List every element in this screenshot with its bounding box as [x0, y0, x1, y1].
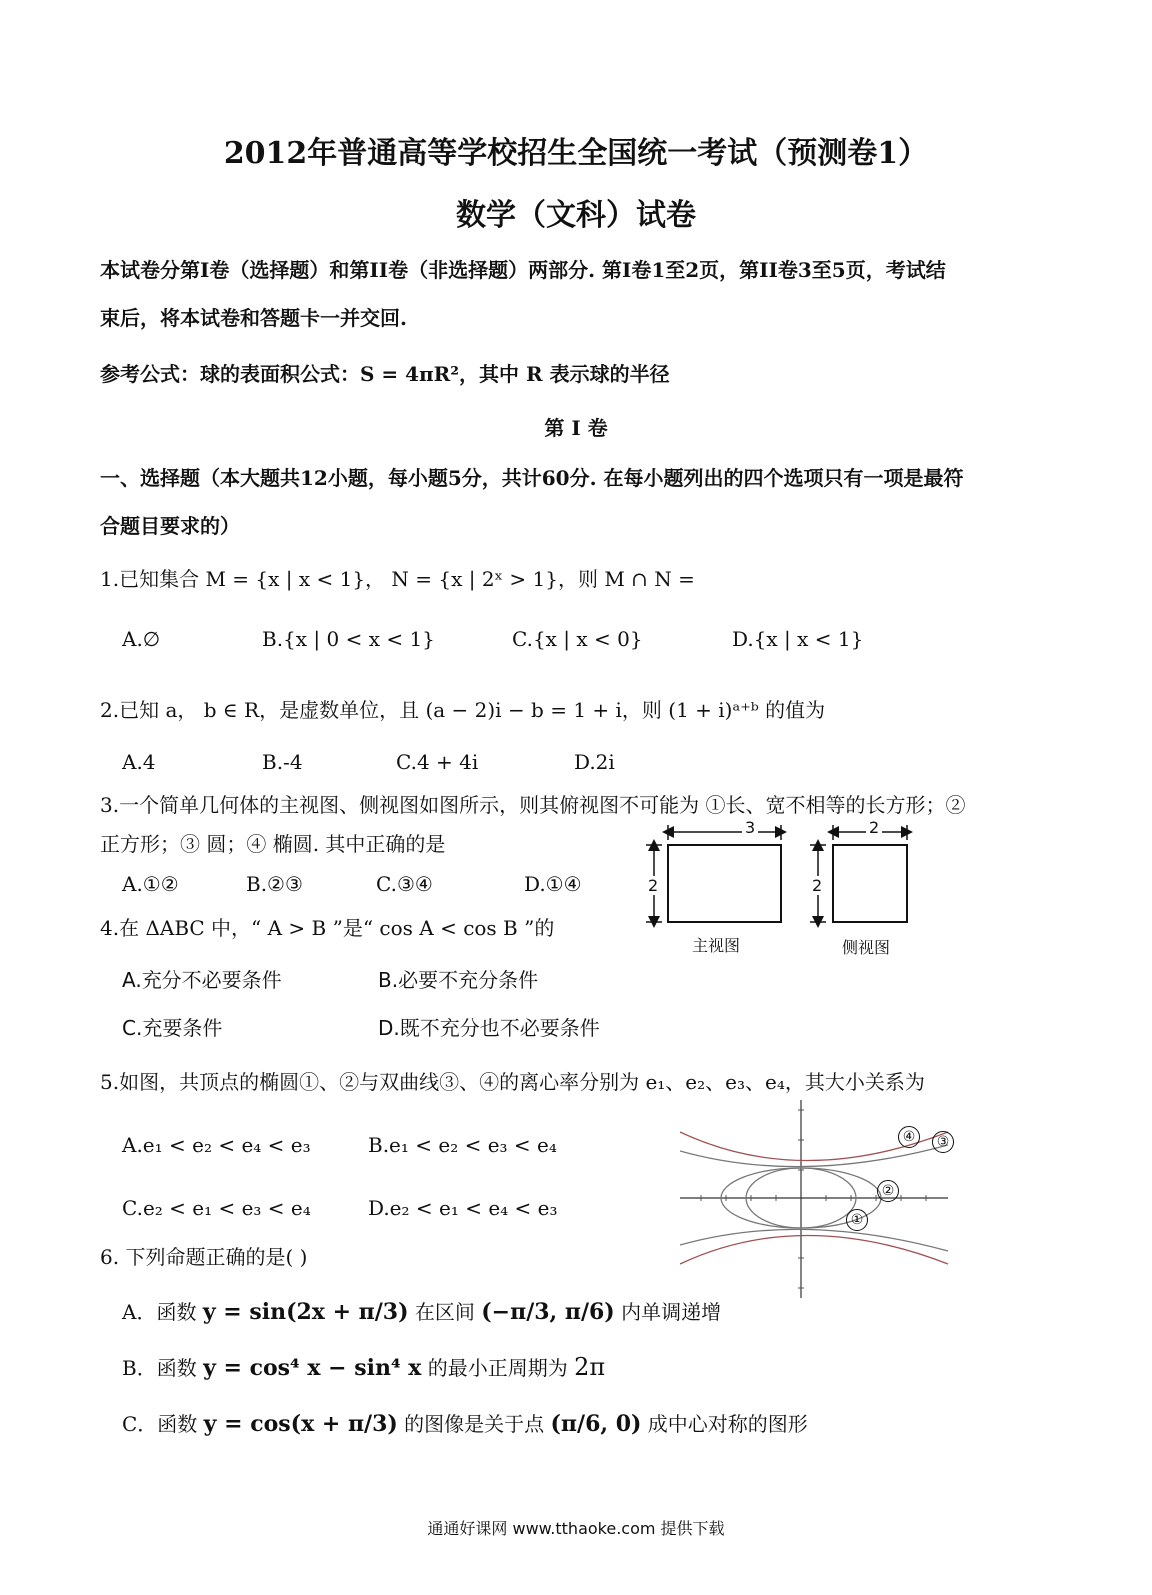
question-1-stem: 1.已知集合 M = {x | x < 1}， N = {x | 2ˣ > 1}，则 M ∩ N =: [100, 567, 695, 591]
intro-line-1: 本试卷分第I卷（选择题）和第II卷（非选择题）两部分. 第I卷1至2页，第II卷3至5页，考试结: [100, 258, 946, 282]
q3-option-d: D.①④: [524, 872, 582, 896]
front-view: [646, 825, 781, 922]
q5-option-c: C.e₂ < e₁ < e₃ < e₄: [122, 1196, 311, 1220]
q6-a-suffix: 内单调递增: [621, 1300, 722, 1324]
q6-a-prefix: A．函数: [122, 1300, 197, 1324]
q6-b-prefix: B．函数: [122, 1356, 197, 1380]
reference-formula: 参考公式：球的表面积公式：S = 4πR²，其中 R 表示球的半径: [100, 362, 670, 386]
q6-a-interval: (−π/3, π/6): [481, 1299, 615, 1325]
q1-option-b: B.{x | 0 < x < 1}: [262, 627, 435, 651]
page-subtitle: 数学（文科）试卷: [456, 198, 696, 233]
q6-c-suffix: 成中心对称的图形: [647, 1412, 808, 1436]
q6-b-suffix: 的最小正周期为: [427, 1356, 568, 1380]
q6-option-b: [122, 1352, 605, 1381]
q6-a-mid: 在区间: [414, 1300, 475, 1324]
q6-b-value: 2π: [574, 1353, 606, 1381]
question-6-stem: 6. 下列命题正确的是( ): [100, 1245, 308, 1269]
q5-option-b: B.e₁ < e₂ < e₃ < e₄: [368, 1133, 557, 1157]
q6-c-point: (π/6, 0): [550, 1411, 642, 1437]
side-height-label: 2: [812, 876, 823, 895]
intro-line-2: 束后，将本试卷和答题卡一并交回.: [100, 306, 407, 330]
q2-option-d: D.2i: [574, 750, 615, 774]
q5-option-a: A.e₁ < e₂ < e₄ < e₃: [122, 1133, 311, 1157]
side-view: [810, 825, 907, 922]
page-title: 2012年普通高等学校招生全国统一考试（预测卷1）: [223, 136, 929, 171]
question-5-stem: 5.如图，共顶点的椭圆①、②与双曲线③、④的离心率分别为 e₁、e₂、e₃、e₄，其大小关系为: [100, 1070, 925, 1094]
q6-option-c: [122, 1408, 808, 1437]
q2-option-a: A.4: [122, 750, 156, 774]
q2-option-b: B.-4: [262, 750, 303, 774]
q3-option-b: B.②③: [246, 872, 303, 896]
figure-label-3: ③: [932, 1131, 954, 1153]
q5-option-d: D.e₂ < e₁ < e₄ < e₃: [368, 1196, 558, 1220]
q4-option-c: C.充要条件: [122, 1016, 223, 1040]
section-heading-line-1: 一、选择题（本大题共12小题，每小题5分，共计60分. 在每小题列出的四个选项只有一项是最符: [100, 466, 964, 490]
q1-option-d: D.{x | x < 1}: [732, 627, 864, 651]
q6-c-mid: 的图像是关于点: [404, 1412, 545, 1436]
question-3-stem-line-1: 3.一个简单几何体的主视图、侧视图如图所示，则其俯视图不可能为 ①长、宽不相等的长方形；②: [100, 793, 966, 817]
front-view-caption: 主视图: [692, 936, 741, 955]
volume-heading: 第 I 卷: [544, 416, 608, 440]
side-width-label: 2: [866, 818, 882, 837]
question-3-stem-line-2: 正方形；③ 圆；④ 椭圆. 其中正确的是: [100, 832, 446, 856]
question-4-stem: 4.在 ΔABC 中，“ A > B ”是“ cos A < cos B ”的: [100, 916, 555, 940]
q3-option-c: C.③④: [376, 872, 433, 896]
q4-option-a: A.充分不必要条件: [122, 968, 282, 992]
q1-option-c: C.{x | x < 0}: [512, 627, 643, 651]
figure-label-2: ②: [877, 1180, 899, 1202]
q6-a-formula: y = sin(2x + π/3): [202, 1299, 409, 1325]
three-view-figure: [640, 820, 940, 970]
q6-c-prefix: C．函数: [122, 1412, 198, 1436]
front-width-label: 3: [742, 818, 758, 837]
question-2-stem: 2.已知 a， b ∈ R，是虚数单位，且 (a − 2)i − b = 1 + i，则 (1 + i)ᵃ⁺ᵇ 的值为: [100, 698, 826, 722]
hyperbola-3-lower: [680, 1236, 948, 1265]
q2-option-c: C.4 + 4i: [396, 750, 479, 774]
figure-label-1: ①: [846, 1209, 868, 1231]
figure-label-4: ④: [898, 1126, 920, 1148]
footer-text: 通通好课网 www.tthaoke.com 提供下载: [427, 1519, 725, 1538]
q1-option-a: A.∅: [122, 627, 161, 651]
q4-option-b: B.必要不充分条件: [378, 968, 539, 992]
q6-c-formula: y = cos(x + π/3): [203, 1411, 398, 1437]
section-heading-line-2: 合题目要求的）: [100, 514, 240, 538]
q4-option-d: D.既不充分也不必要条件: [378, 1016, 600, 1040]
q6-b-formula: y = cos⁴ x − sin⁴ x: [203, 1355, 422, 1381]
q6-option-a: [122, 1296, 721, 1325]
q3-option-a: A.①②: [122, 872, 179, 896]
front-height-label: 2: [648, 876, 659, 895]
side-view-caption: 侧视图: [842, 938, 891, 957]
